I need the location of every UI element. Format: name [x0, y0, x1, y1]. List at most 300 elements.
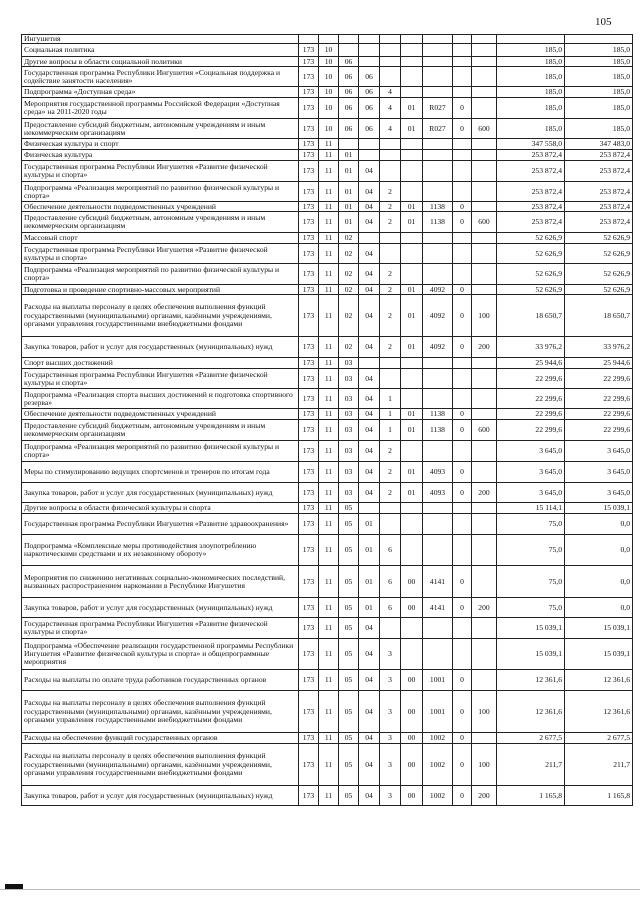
code-cell: 11 — [319, 420, 339, 441]
row-name-cell: Подпрограмма «Доступная среда» — [22, 87, 299, 98]
code-cell: 100 — [472, 691, 497, 733]
code-cell: 04 — [359, 420, 380, 441]
code-cell: 173 — [299, 733, 319, 744]
code-cell: 11 — [319, 337, 339, 358]
code-cell: 11 — [319, 535, 339, 566]
amount-cell-2: 0,0 — [565, 566, 633, 598]
row-name-cell: Государственная программа Республики Ингушетия «Социальная поддержка и содействие занятости населения» — [22, 67, 299, 87]
code-cell: 11 — [319, 786, 339, 806]
amount-cell-2: 253 872,4 — [565, 150, 633, 161]
amount-cell-1: 22 299,6 — [497, 369, 565, 389]
code-cell — [453, 535, 472, 566]
code-cell: 03 — [339, 409, 359, 420]
row-name-cell: Государственная программа Республики Ингушетия «Развитие физической культуры и спорта» — [22, 244, 299, 264]
amount-cell-1: 52 626,9 — [497, 264, 565, 285]
code-cell: 0 — [453, 212, 472, 233]
code-cell: 05 — [339, 744, 359, 786]
code-cell — [423, 233, 453, 244]
amount-cell-2: 25 944,6 — [565, 358, 633, 369]
code-cell: 11 — [319, 358, 339, 369]
code-cell — [423, 389, 453, 409]
code-cell: 173 — [299, 598, 319, 618]
amount-cell-2: 185,0 — [565, 57, 633, 67]
code-cell: 2 — [380, 264, 401, 285]
code-cell: 06 — [339, 119, 359, 139]
code-cell — [472, 409, 497, 420]
table-row — [22, 182, 633, 202]
code-cell — [401, 358, 423, 369]
code-cell: 0 — [453, 733, 472, 744]
code-cell — [401, 139, 423, 150]
code-cell — [401, 639, 423, 670]
row-name-cell: Расходы на выплаты по оплате труда работников государственных органов — [22, 670, 299, 691]
table-row — [22, 337, 633, 358]
code-cell: 1 — [380, 409, 401, 420]
code-cell: 11 — [319, 285, 339, 295]
code-cell: 00 — [401, 744, 423, 786]
amount-cell-2: 3 645,0 — [565, 462, 633, 483]
code-cell: 11 — [319, 733, 339, 744]
amount-cell-2 — [565, 35, 633, 44]
code-cell: 2 — [380, 337, 401, 358]
code-cell: 2 — [380, 212, 401, 233]
code-cell: 1138 — [423, 212, 453, 233]
code-cell — [472, 67, 497, 87]
amount-cell-1: 347 558,0 — [497, 139, 565, 150]
amount-cell-2: 1 165,8 — [565, 786, 633, 806]
row-name-cell: Спорт высших достижений — [22, 358, 299, 369]
code-cell: 3 — [380, 670, 401, 691]
code-cell: 11 — [319, 295, 339, 337]
code-cell — [401, 233, 423, 244]
code-cell: 0 — [453, 285, 472, 295]
code-cell: 00 — [401, 670, 423, 691]
code-cell: 05 — [339, 670, 359, 691]
code-cell: 0 — [453, 462, 472, 483]
code-cell: 200 — [472, 483, 497, 503]
code-cell — [380, 358, 401, 369]
code-cell: 04 — [359, 670, 380, 691]
code-cell: 00 — [401, 566, 423, 598]
code-cell — [453, 264, 472, 285]
code-cell: 02 — [339, 264, 359, 285]
code-cell — [453, 161, 472, 182]
code-cell: 01 — [359, 535, 380, 566]
code-cell: 04 — [359, 483, 380, 503]
code-cell: 01 — [339, 182, 359, 202]
code-cell: 10 — [319, 87, 339, 98]
code-cell — [380, 161, 401, 182]
code-cell: 173 — [299, 744, 319, 786]
code-cell: 173 — [299, 420, 319, 441]
amount-cell-2: 52 626,9 — [565, 244, 633, 264]
table-row — [22, 161, 633, 182]
amount-cell-1: 185,0 — [497, 67, 565, 87]
code-cell: 11 — [319, 389, 339, 409]
code-cell — [380, 369, 401, 389]
code-cell — [401, 514, 423, 535]
code-cell — [423, 35, 453, 44]
row-name-cell: Подготовка и проведение спортивно-массовых мероприятий — [22, 285, 299, 295]
code-cell — [453, 35, 472, 44]
code-cell: 05 — [339, 514, 359, 535]
amount-cell-2: 52 626,9 — [565, 264, 633, 285]
code-cell: 01 — [359, 598, 380, 618]
code-cell — [401, 441, 423, 462]
table-row — [22, 212, 633, 233]
table-row — [22, 535, 633, 566]
code-cell — [401, 67, 423, 87]
code-cell — [401, 618, 423, 639]
code-cell: 03 — [339, 441, 359, 462]
code-cell: 06 — [359, 98, 380, 119]
code-cell: 05 — [339, 786, 359, 806]
row-name-cell: Предоставление субсидий бюджетным, автономным учреждениям и иным некоммерческим организациям — [22, 119, 299, 139]
table-row — [22, 264, 633, 285]
amount-cell-2: 15 039,1 — [565, 503, 633, 514]
code-cell: 4 — [380, 87, 401, 98]
code-cell: 04 — [359, 337, 380, 358]
code-cell: 1138 — [423, 420, 453, 441]
row-name-cell: Физическая культура и спорт — [22, 139, 299, 150]
code-cell — [453, 44, 472, 57]
code-cell — [423, 503, 453, 514]
code-cell: 4 — [380, 119, 401, 139]
amount-cell-2: 0,0 — [565, 535, 633, 566]
code-cell: 100 — [472, 744, 497, 786]
code-cell — [453, 182, 472, 202]
code-cell — [380, 150, 401, 161]
code-cell: 01 — [401, 420, 423, 441]
code-cell — [359, 44, 380, 57]
code-cell: 3 — [380, 786, 401, 806]
code-cell: 200 — [472, 337, 497, 358]
amount-cell-1: 75,0 — [497, 566, 565, 598]
code-cell: 0 — [453, 295, 472, 337]
code-cell: 173 — [299, 358, 319, 369]
amount-cell-2: 347 483,0 — [565, 139, 633, 150]
table-row — [22, 462, 633, 483]
code-cell: 173 — [299, 139, 319, 150]
code-cell — [380, 57, 401, 67]
amount-cell-1: 52 626,9 — [497, 233, 565, 244]
code-cell: 01 — [401, 295, 423, 337]
amount-cell-1: 15 039,1 — [497, 639, 565, 670]
table-row — [22, 598, 633, 618]
amount-cell-2: 22 299,6 — [565, 369, 633, 389]
code-cell — [401, 369, 423, 389]
code-cell — [339, 139, 359, 150]
code-cell — [472, 35, 497, 44]
code-cell — [380, 618, 401, 639]
code-cell — [453, 244, 472, 264]
table-row — [22, 358, 633, 369]
code-cell — [359, 233, 380, 244]
code-cell — [453, 369, 472, 389]
code-cell: 11 — [319, 566, 339, 598]
code-cell: 3 — [380, 744, 401, 786]
code-cell — [423, 139, 453, 150]
table-row — [22, 670, 633, 691]
code-cell — [401, 503, 423, 514]
table-row — [22, 618, 633, 639]
amount-cell-1: 15 114,1 — [497, 503, 565, 514]
code-cell: 0 — [453, 98, 472, 119]
code-cell: 173 — [299, 566, 319, 598]
table-row — [22, 202, 633, 212]
row-name-cell: Социальная политика — [22, 44, 299, 57]
code-cell — [359, 139, 380, 150]
code-cell: 11 — [319, 150, 339, 161]
code-cell: 11 — [319, 139, 339, 150]
code-cell: 04 — [359, 462, 380, 483]
code-cell: 173 — [299, 483, 319, 503]
code-cell: 4093 — [423, 462, 453, 483]
code-cell — [453, 618, 472, 639]
code-cell: 173 — [299, 285, 319, 295]
code-cell: 01 — [359, 514, 380, 535]
row-name-cell: Другие вопросы в области социальной политики — [22, 57, 299, 67]
code-cell: 11 — [319, 161, 339, 182]
code-cell: 11 — [319, 244, 339, 264]
code-cell: 1138 — [423, 202, 453, 212]
code-cell — [453, 503, 472, 514]
amount-cell-1: 253 872,4 — [497, 212, 565, 233]
code-cell — [472, 161, 497, 182]
row-name-cell: Государственная программа Республики Ингушетия «Развитие здравоохранения» — [22, 514, 299, 535]
code-cell: 10 — [319, 98, 339, 119]
code-cell: 01 — [401, 409, 423, 420]
code-cell: 02 — [339, 244, 359, 264]
code-cell — [472, 566, 497, 598]
table-row — [22, 369, 633, 389]
code-cell: 05 — [339, 618, 359, 639]
code-cell — [423, 535, 453, 566]
code-cell — [472, 358, 497, 369]
code-cell: 02 — [339, 337, 359, 358]
code-cell — [359, 57, 380, 67]
code-cell — [472, 244, 497, 264]
code-cell: 2 — [380, 295, 401, 337]
code-cell — [423, 369, 453, 389]
amount-cell-1: 253 872,4 — [497, 202, 565, 212]
amount-cell-1: 15 039,1 — [497, 618, 565, 639]
row-name-cell: Подпрограмма «Обеспечение реализации государственной программы Республики Ингушетия «Развитие физической культуры и спорта» и общепрограммные мероприятия — [22, 639, 299, 670]
code-cell: 11 — [319, 483, 339, 503]
row-name-cell: Расходы на обеспечение функций государственных органов — [22, 733, 299, 744]
code-cell: 01 — [359, 566, 380, 598]
code-cell — [401, 44, 423, 57]
code-cell: 04 — [359, 182, 380, 202]
code-cell — [472, 441, 497, 462]
row-name-cell: Подпрограмма «Комплексные меры противодействия злоупотреблению наркотическими средствами и их незаконному обороту» — [22, 535, 299, 566]
code-cell: 2 — [380, 483, 401, 503]
code-cell — [472, 618, 497, 639]
code-cell: 2 — [380, 285, 401, 295]
code-cell — [472, 462, 497, 483]
code-cell: 01 — [401, 337, 423, 358]
code-cell: 0 — [453, 786, 472, 806]
code-cell: 600 — [472, 420, 497, 441]
code-cell: 173 — [299, 503, 319, 514]
code-cell — [423, 182, 453, 202]
code-cell: 02 — [339, 233, 359, 244]
code-cell: 04 — [359, 264, 380, 285]
code-cell — [339, 44, 359, 57]
code-cell: 05 — [339, 566, 359, 598]
table-row — [22, 691, 633, 733]
table-row — [22, 566, 633, 598]
amount-cell-1: 253 872,4 — [497, 150, 565, 161]
amount-cell-2: 15 039,1 — [565, 639, 633, 670]
code-cell: 06 — [359, 119, 380, 139]
code-cell: 173 — [299, 462, 319, 483]
amount-cell-1: 3 645,0 — [497, 483, 565, 503]
code-cell: 0 — [453, 119, 472, 139]
code-cell: 11 — [319, 182, 339, 202]
table-body — [22, 35, 633, 806]
code-cell — [359, 503, 380, 514]
code-cell — [472, 233, 497, 244]
code-cell: 173 — [299, 535, 319, 566]
code-cell: 04 — [359, 212, 380, 233]
row-name-cell: Государственная программа Республики Ингушетия «Развитие физической культуры и спорта» — [22, 618, 299, 639]
code-cell — [380, 44, 401, 57]
code-cell: 03 — [339, 420, 359, 441]
amount-cell-1: 185,0 — [497, 44, 565, 57]
code-cell: 173 — [299, 98, 319, 119]
code-cell: 01 — [401, 98, 423, 119]
amount-cell-2: 33 976,2 — [565, 337, 633, 358]
code-cell — [401, 182, 423, 202]
amount-cell-1: 33 976,2 — [497, 337, 565, 358]
code-cell: 01 — [339, 161, 359, 182]
code-cell: 4141 — [423, 566, 453, 598]
amount-cell-1: 25 944,6 — [497, 358, 565, 369]
code-cell: 173 — [299, 182, 319, 202]
code-cell: 4 — [380, 98, 401, 119]
amount-cell-1: 3 645,0 — [497, 462, 565, 483]
code-cell: 173 — [299, 369, 319, 389]
row-name-cell: Меры по стимулированию ведущих спортсменов и тренеров по итогам года — [22, 462, 299, 483]
table-row — [22, 139, 633, 150]
code-cell — [401, 150, 423, 161]
table-row — [22, 409, 633, 420]
amount-cell-1: 185,0 — [497, 98, 565, 119]
code-cell: 0 — [453, 483, 472, 503]
code-cell: 04 — [359, 389, 380, 409]
code-cell — [453, 67, 472, 87]
code-cell: 1138 — [423, 409, 453, 420]
code-cell: 03 — [339, 462, 359, 483]
code-cell: 01 — [401, 202, 423, 212]
code-cell: 173 — [299, 57, 319, 67]
code-cell: 173 — [299, 389, 319, 409]
code-cell: 173 — [299, 618, 319, 639]
amount-cell-2: 185,0 — [565, 44, 633, 57]
table-row — [22, 35, 633, 44]
code-cell — [472, 44, 497, 57]
row-name-cell: Мероприятия по снижению негативных социально-экономических последствий, вызванных распространением наркомании в Республике Ингушетия — [22, 566, 299, 598]
table-row — [22, 150, 633, 161]
page-edge-line — [0, 889, 640, 890]
amount-cell-1: 52 626,9 — [497, 244, 565, 264]
code-cell: 1001 — [423, 691, 453, 733]
code-cell: 3 — [380, 733, 401, 744]
amount-cell-1: 3 645,0 — [497, 441, 565, 462]
amount-cell-2: 52 626,9 — [565, 285, 633, 295]
code-cell — [472, 285, 497, 295]
row-name-cell: Подпрограмма «Реализация мероприятий по развитию физической культуры и спорта» — [22, 264, 299, 285]
code-cell — [299, 35, 319, 44]
row-name-cell: Закупка товаров, работ и услуг для государственных (муниципальных) нужд — [22, 337, 299, 358]
code-cell: 11 — [319, 462, 339, 483]
code-cell — [423, 639, 453, 670]
code-cell: 173 — [299, 691, 319, 733]
code-cell: 1002 — [423, 733, 453, 744]
code-cell: 11 — [319, 618, 339, 639]
code-cell: 01 — [339, 150, 359, 161]
code-cell: 06 — [359, 87, 380, 98]
amount-cell-1: 211,7 — [497, 744, 565, 786]
row-name-cell: Закупка товаров, работ и услуг для государственных (муниципальных) нужд — [22, 786, 299, 806]
code-cell: 600 — [472, 119, 497, 139]
amount-cell-1: 18 650,7 — [497, 295, 565, 337]
code-cell: R027 — [423, 98, 453, 119]
amount-cell-2: 18 650,7 — [565, 295, 633, 337]
amount-cell-2: 253 872,4 — [565, 182, 633, 202]
code-cell: 04 — [359, 285, 380, 295]
row-name-cell: Подпрограмма «Реализация мероприятий по развитию физической культуры и спорта» — [22, 182, 299, 202]
code-cell — [423, 87, 453, 98]
code-cell: 4141 — [423, 598, 453, 618]
code-cell: 173 — [299, 161, 319, 182]
table-row — [22, 389, 633, 409]
row-name-cell: Массовый спорт — [22, 233, 299, 244]
code-cell: 10 — [319, 119, 339, 139]
amount-cell-2: 22 299,6 — [565, 420, 633, 441]
amount-cell-1: 22 299,6 — [497, 409, 565, 420]
code-cell — [453, 139, 472, 150]
row-name-cell: Государственная программа Республики Ингушетия «Развитие физической культуры и спорта» — [22, 161, 299, 182]
code-cell: 01 — [401, 285, 423, 295]
code-cell: 173 — [299, 639, 319, 670]
row-name-cell: Физическая культура — [22, 150, 299, 161]
code-cell — [423, 67, 453, 87]
code-cell — [453, 233, 472, 244]
table-row — [22, 639, 633, 670]
code-cell: 06 — [359, 67, 380, 87]
code-cell: 173 — [299, 670, 319, 691]
code-cell — [380, 139, 401, 150]
code-cell: 05 — [339, 598, 359, 618]
code-cell: 05 — [339, 639, 359, 670]
code-cell: 00 — [401, 598, 423, 618]
code-cell: 1002 — [423, 786, 453, 806]
code-cell — [380, 514, 401, 535]
code-cell: 6 — [380, 535, 401, 566]
code-cell — [423, 44, 453, 57]
table-row — [22, 420, 633, 441]
code-cell: 06 — [339, 98, 359, 119]
code-cell — [359, 358, 380, 369]
code-cell: 04 — [359, 618, 380, 639]
amount-cell-2: 253 872,4 — [565, 161, 633, 182]
code-cell: 6 — [380, 598, 401, 618]
row-name-cell: Расходы на выплаты персоналу в целях обеспечения выполнения функций государственными (муниципальными) органами, казёнными учреждениями, органами управления государственными внебюджетными фондами — [22, 295, 299, 337]
code-cell: 4093 — [423, 483, 453, 503]
table-row — [22, 733, 633, 744]
